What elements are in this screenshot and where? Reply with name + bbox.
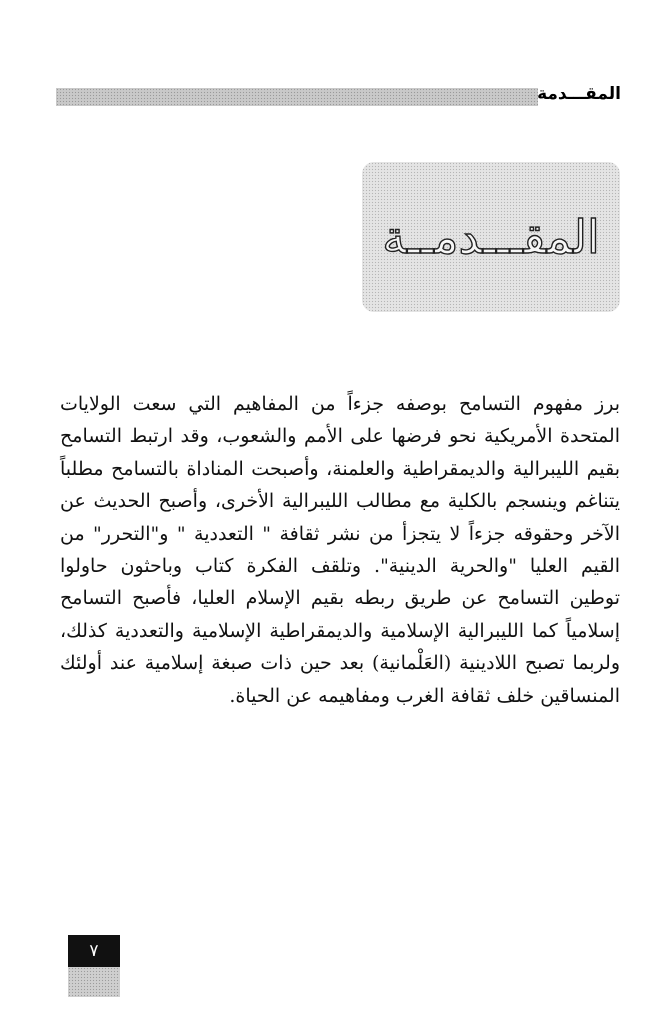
page-number: ٧ bbox=[68, 935, 120, 967]
page-number-decorative-strip bbox=[68, 967, 120, 997]
chapter-title-box bbox=[362, 162, 620, 312]
body-paragraph: برز مفهوم التسامح بوصفه جزءاً من المفاهيم التي سعت الولايات المتحدة الأمريكية نحو فرضها على الأمم والشعوب، وقد ارتبط التسامح بقيم الليبرالية والديمقراطية والعلمنة، وأصبحت المناداة بالتسامح مطلباً يتناغم وينسجم بالكلية مع مطالب الليبرالية الأخرى، وأصبح الحديث عن الآخر وحقوقه جزءاً لا يتجزأ من نشر ثقافة " التعددية " و"التحرر" من القيم العليا "والحرية الدينية". وتلقف الفكرة كتاب وباحثون حاولوا توطين التسامح عن طريق ربطه بقيم الإسلام العليا، فأصبح التسامح إسلامياً كما الليبرالية الإسلامية والديمقراطية الإسلامية والتعددية كذلك، ولربما تصبح اللادينية (العَلْمانية) بعد حين ذات صبغة إسلامية عند أولئك المنساقين خلف ثقافة الغرب ومفاهيمه عن الحياة. bbox=[60, 393, 620, 707]
running-header-title: المقـــدمة bbox=[537, 84, 621, 104]
chapter-title: المقـــدمــة bbox=[382, 210, 600, 264]
header-decorative-bar bbox=[56, 88, 538, 106]
